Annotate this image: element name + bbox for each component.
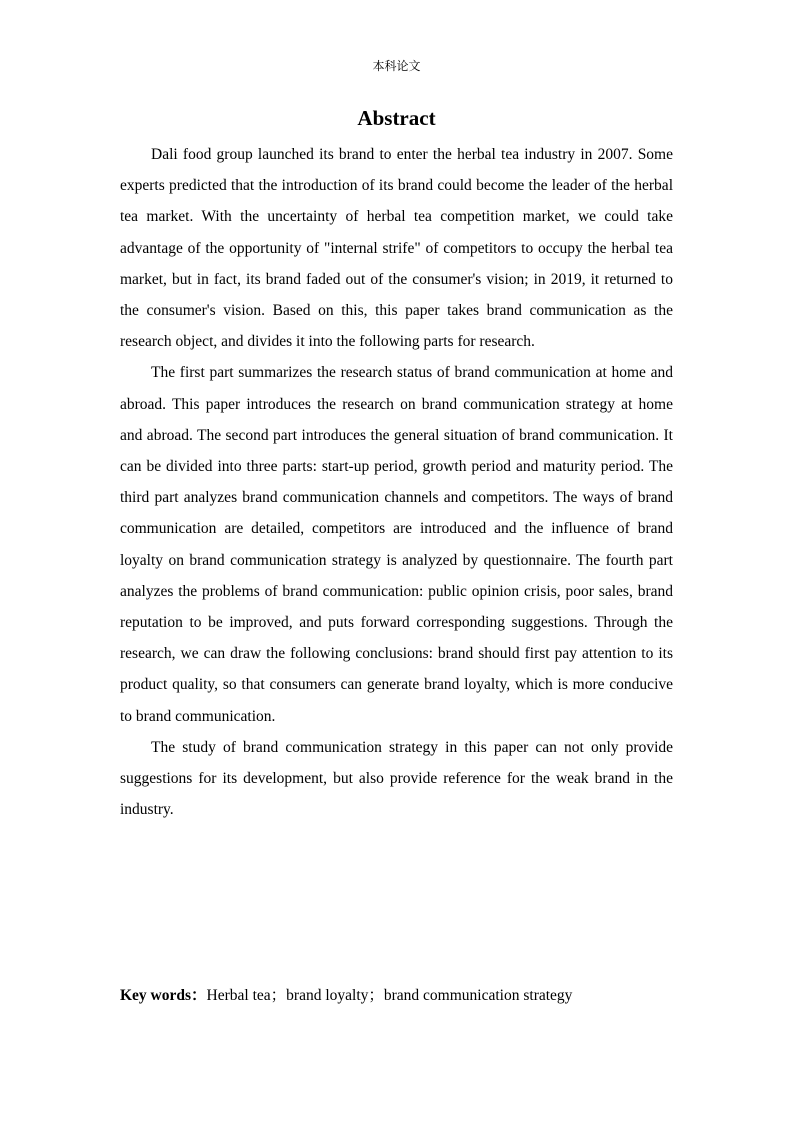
abstract-paragraph-2: The first part summarizes the research status of brand communication at home and abroad. This paper introduces the research on brand communication strategy at home and abroad. The second part introduces the general situation of brand communication. It can be divided into three parts: start-up period, growth period and maturity period. The third part analyzes brand communication channels and competitors. The ways of brand communication are detailed, competitors are introduced and the influence of brand loyalty on brand communication strategy is analyzed by questionnaire. The fourth part analyzes the problems of brand communication: public opinion crisis, poor sales, brand reputation to be improved, and puts forward corresponding suggestions. Through the research, we can draw the following conclusions: brand should first pay attention to its product quality, so that consumers can generate brand loyalty, which is more conducive to brand communication. (120, 364, 673, 725)
keyword-item-3: brand communication strategy (383, 987, 573, 1004)
abstract-title: Abstract (357, 106, 436, 130)
keyword-item-1: Herbal tea； (206, 987, 287, 1004)
keywords-line (120, 982, 673, 1010)
abstract-body (120, 139, 673, 825)
keywords-label: Key words： (120, 987, 207, 1004)
abstract-paragraph-3: The study of brand communication strategy in this paper can not only provide suggestions for its development, but also provide reference for the weak brand in the industry. (120, 738, 673, 819)
running-header: 本科论文 (372, 59, 421, 73)
abstract-paragraph-1: Dali food group launched its brand to enter the herbal tea industry in 2007. Some experts predicted that the introduction of its brand could become the leader of the herbal tea market. With the uncertainty of herbal tea competition market, we could take advantage of the opportunity of "internal strife" of competitors to occupy the herbal tea market, but in fact, its brand faded out of the consumer's vision; in 2019, it returned to the consumer's vision. Based on this, this paper takes brand communication as the research object, and divides it into the following parts for research. (120, 146, 673, 351)
keyword-item-2: brand loyalty； (286, 987, 384, 1004)
